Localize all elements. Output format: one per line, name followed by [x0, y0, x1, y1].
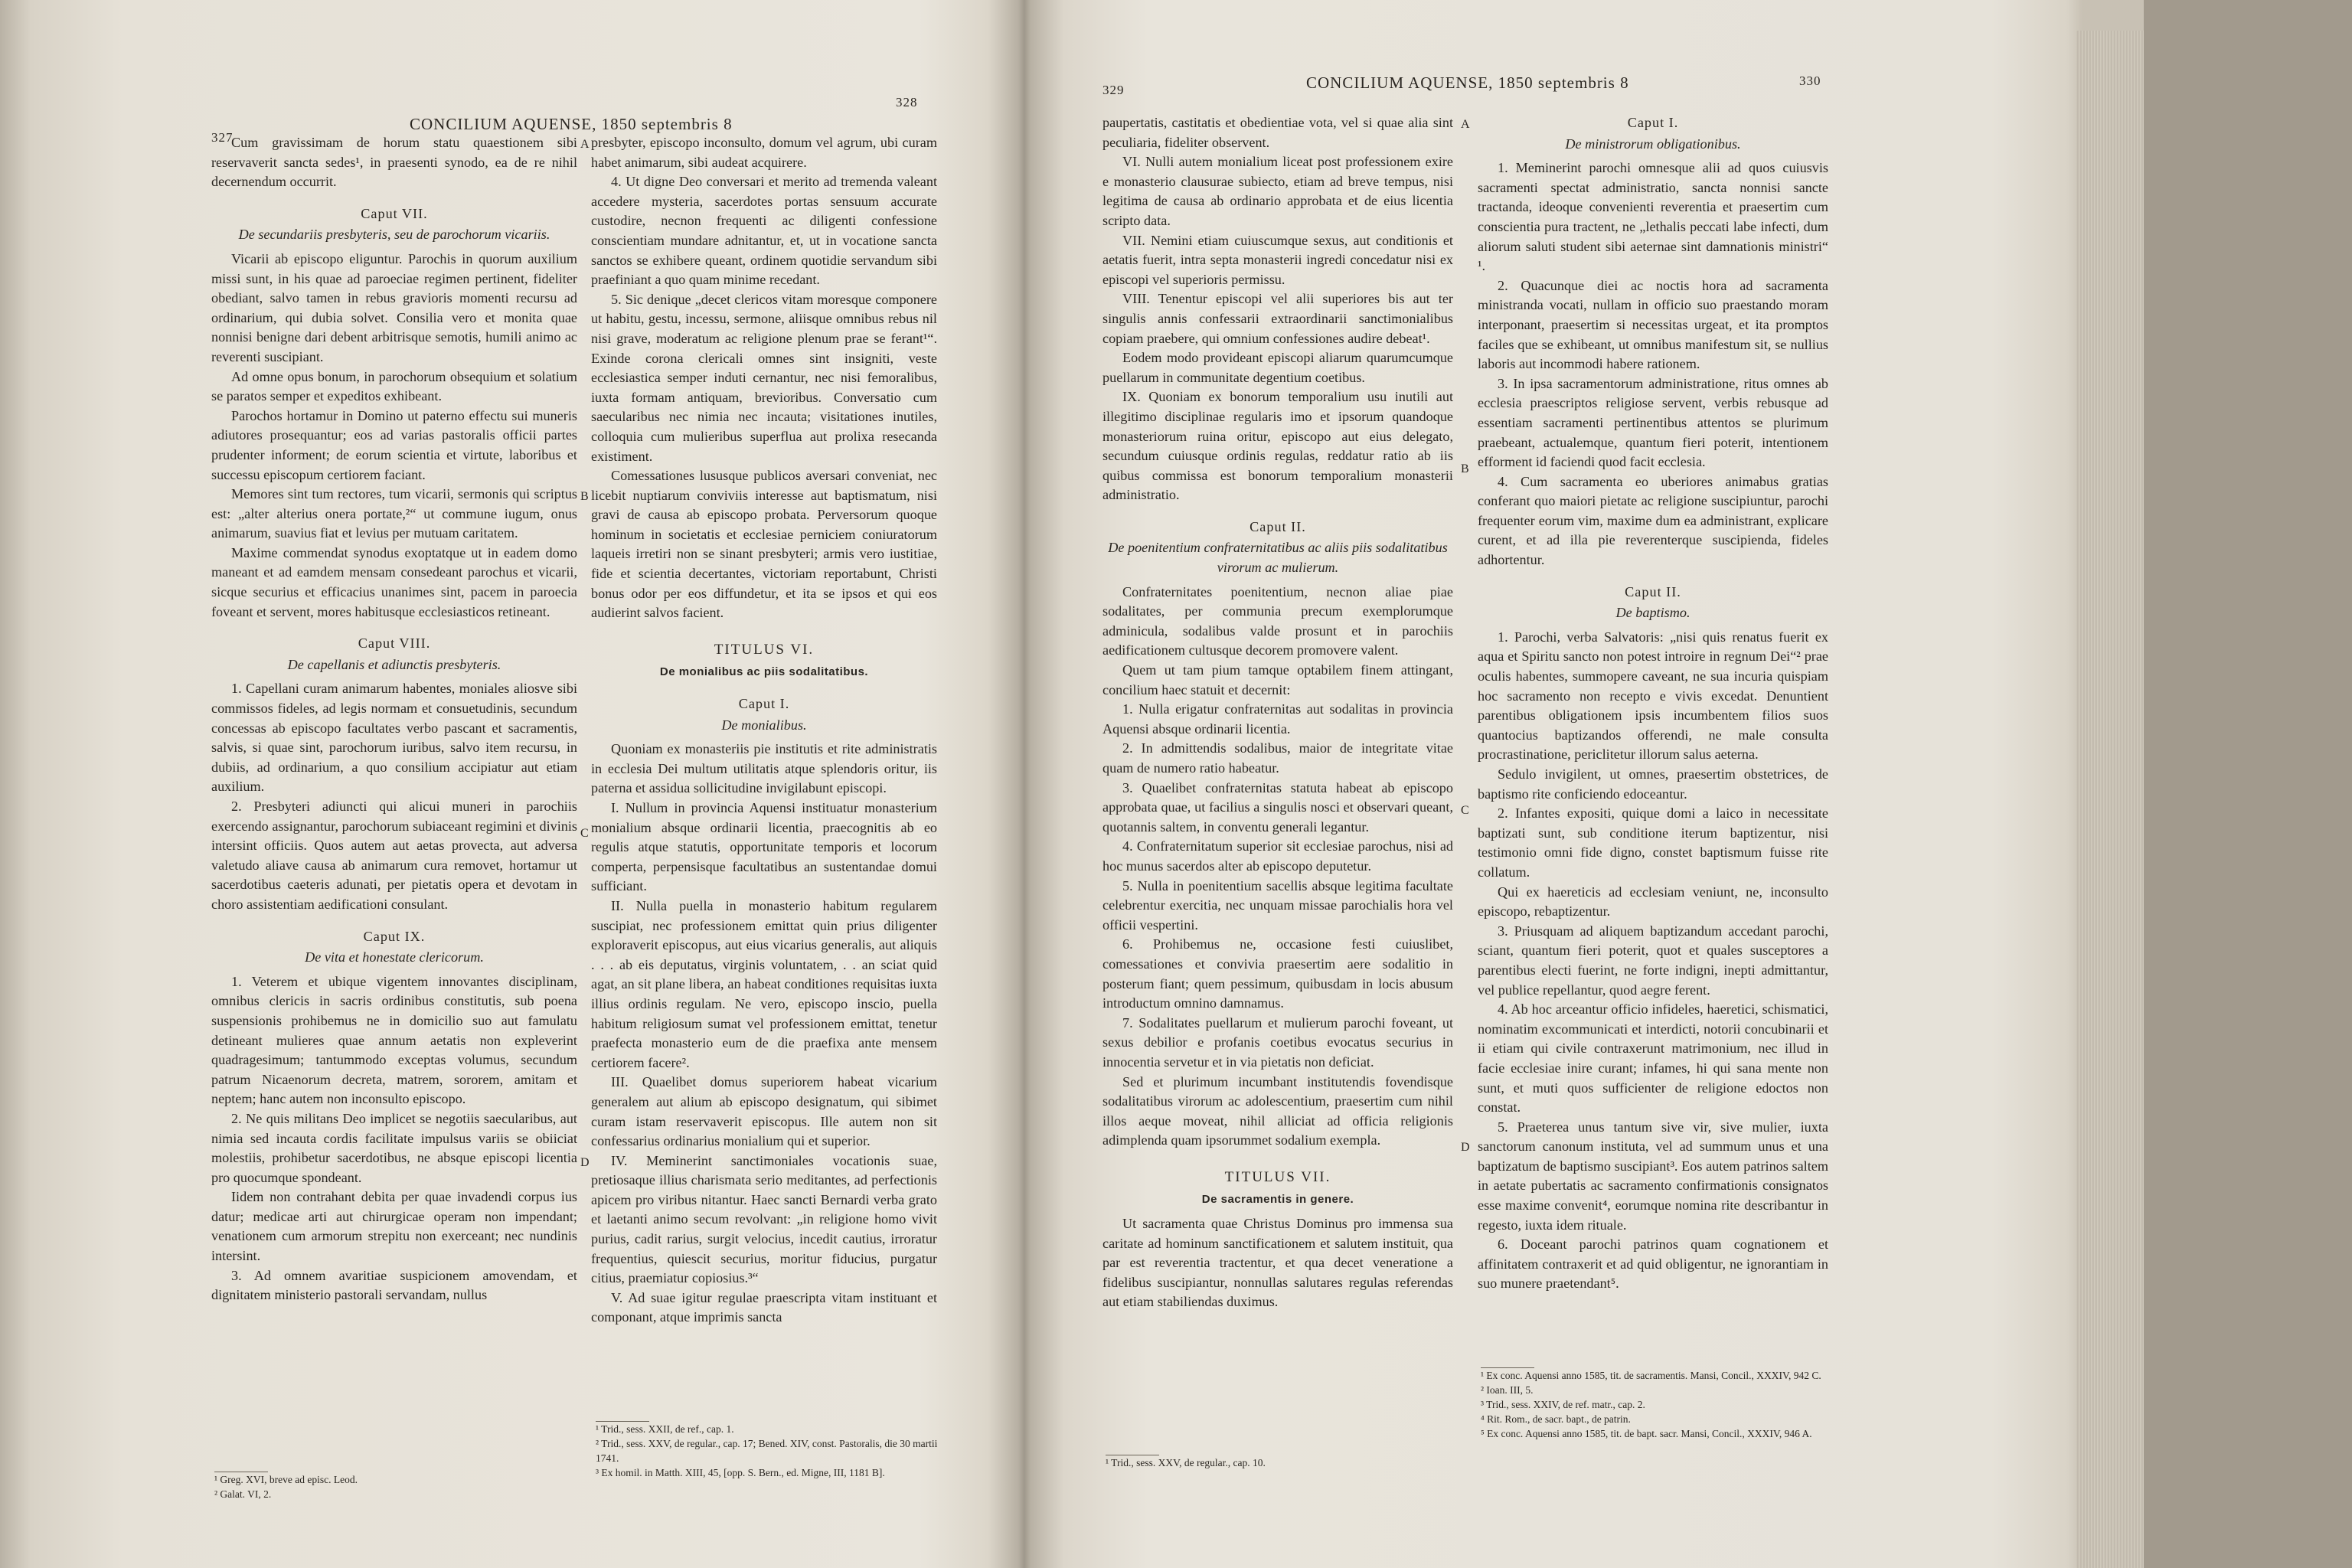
- paragraph: 4. Ab hoc arceantur officio infideles, haeretici, schismatici, nominatim excommunicati et interdicti, notorii concubinarii et ii etiam qui civile contraxerunt matrimonium, nec illud in facie ecclesiae inire curant; infames, hi qui sana mente non sunt, et muti quos sufficienter de religione edoctos non constat.: [1478, 1001, 1828, 1116]
- chapter-subtitle: De vita et honestate clericorum.: [305, 949, 484, 965]
- chapter-heading: Caput I.: [1627, 115, 1679, 130]
- paragraph: VIII. Tenentur episcopi vel alii superiores bis aut ter singulis annis confessarii extraordinarii sanctimonialibus copiam praebere, qui omnium confessiones audire debeat¹.: [1102, 291, 1453, 346]
- title-subheading: De monialibus ac piis sodalitatibus.: [659, 665, 869, 679]
- paragraph: Parochos hortamur in Domino ut paterno effectu sui muneris adiutores prosequantur; eos ad varias pastoralis officii partes prudenter informent; de eorum scientia et virtute, laboribus et successu episcopum certiorem faciant.: [211, 407, 577, 482]
- chapter-subtitle: De ministrorum obligationibus.: [1565, 136, 1741, 152]
- paragraph: Maxime commendat synodus exoptatque ut in eadem domo maneant et ad eamdem mensam consedeant parochus et vicarii, sicque securius et efficacius unanimes sint, pacem in paroecia foveant et servent, mores habitusque ecclesiasticos retineant.: [211, 544, 577, 619]
- title-heading: TITULUS VI.: [714, 641, 815, 658]
- chapter-subtitle: De monialibus.: [721, 717, 807, 733]
- paragraph: I. Nullum in provincia Aquensi instituatur monasterium monialium absque ordinarii licentia, praecognitis ab eo regulis atque statutis, opportunitate temporis et locorum comperta, perpensisque facultatibus an sustentandae domui sufficiant.: [591, 800, 937, 894]
- paragraph: 2. Infantes expositi, quique domi a laico in necessitate baptizati sunt, sub conditione iterum baptizentur, nisi testimonio omni fide digno, constet baptismum fuisse rite collatum.: [1478, 805, 1828, 880]
- footnote: ⁴ Rit. Rom., de sacr. bapt., de patrin.: [1481, 1413, 1631, 1425]
- paragraph: 2. Ne quis militans Deo implicet se negotiis saecularibus, aut nimia sed incauta cordis facilitate impulsus variis se obiiciat molestiis, prohibetur sacerdotibus, ne absque episcopi licentia pro quocumque spondeant.: [211, 1110, 577, 1185]
- column-3: [1102, 113, 1453, 1312]
- margin-mark: B: [1461, 462, 1469, 475]
- footnotes: [596, 1421, 940, 1480]
- paragraph: IV. Meminerint sanctimoniales vocationis suae, pretiosaque illius charismata serio meditantes, ad perfectionis apicem pro viribus nitantur. Haec sancti Bernardi verba grato et laetanti animo secum revolvant: „in religione homo vivit purius, cadit rarius, surgit velocius, incedit cautius, irroratur frequentius, quiescit securius, moritur fiducius, purgatur citius, praemiatur copiosius.³“: [591, 1152, 937, 1286]
- paragraph: 3. In ipsa sacramentorum administratione, ritus omnes ab ecclesia praescriptos religiose servent, verbis rebusque ad essentiam sacramenti pertinentibus attentos se plurimum praebeant, actualemque, quantum fieri poterit, intentionem efforment id faciendi quod facit ecclesia.: [1478, 375, 1828, 470]
- page-number: 328: [896, 95, 918, 109]
- paragraph: Ad omne opus bonum, in parochorum obsequium et solatium se paratos semper et expeditos exhibeant.: [211, 368, 577, 404]
- paragraph: V. Ad suae igitur regulae praescripta vitam instituant et componant, atque imprimis sancta: [591, 1289, 937, 1325]
- paragraph: 4. Cum sacramenta eo uberiores animabus gratias conferant quo maiori pietate ac religione suscipiuntur, parochi frequenter eorum vim, maxime dum ea administrant, explicare curent, et ad illa pie reverenterque suscipienda, fideles adhortentur.: [1478, 473, 1828, 568]
- paragraph: paupertatis, castitatis et obedientiae vota, vel si quae alia sint peculiaria, fideliter observent.: [1102, 115, 1453, 150]
- paragraph: Iidem non contrahant debita per quae invadendi corpus ius datur; medicae arti aut chirurgicae operam non impendant; venationem cum armorum strepitu non exerceant; nec nundinis intersint.: [211, 1189, 577, 1264]
- paragraph: Sed et plurimum incumbant institutendis fovendisque sodalitatibus virorum ac adolescentium, praesertim cum nihil illos aeque moveat, nihil alliciat ad officia religionis adimplenda quam ipsorummet sodalium exempla.: [1102, 1073, 1453, 1148]
- footnote: ³ Trid., sess. XXIV, de ref. matr., cap. 2.: [1481, 1399, 1645, 1410]
- paragraph: Vicarii ab episcopo eliguntur. Parochis in quorum auxilium missi sunt, in his quae ad paroeciae regimen pertinent, fideliter obediant, salvo tamen in rebus gravioris momenti recursu ad ordinarium, qui dubia solvet. Consilia vero et monita quae nonnisi benigne dari debent arbitrisque semotis, humili animo ac reverenti suscipiant.: [211, 250, 577, 364]
- footnote: ² Trid., sess. XXV, de regular., cap. 17; Bened. XIV, const. Pastoralis, die 30 martii 1741.: [596, 1438, 938, 1464]
- paragraph: 6. Doceant parochi patrinos quam cognationem et affinitatem contraxerit et ad quid obligentur, ne ignorantiam in suo munere praetendant⁵.: [1478, 1236, 1828, 1292]
- column-2: [591, 133, 937, 1328]
- chapter-heading: Caput II.: [1250, 518, 1306, 534]
- chapter-heading: Caput VII.: [361, 205, 428, 221]
- margin-mark: B: [580, 490, 589, 503]
- paragraph: 1. Capellani curam animarum habentes, moniales aliosve sibi commissos fideles, ad legis normam et consuetudinis, secundum concessas ab episcopo facultates verbo pascant et sacramentis, salvis, si quae sint, parochorum iuribus, salvo item recursu, in dubiis, ad ordinarium, a quo consilium accipiatur aut etiam auxilium.: [211, 681, 577, 795]
- footnotes: [1106, 1455, 1450, 1470]
- paragraph: VI. Nulli autem monialium liceat post professionem exire e monasterio clausurae subiecto, etiam ad breve tempus, nisi legitima de causa ab ordinario approbata et de eius licentia scripto data.: [1102, 154, 1453, 228]
- paragraph: Comessationes lususque publicos aversari conveniat, nec licebit nuptiarum conviviis interesse aut baptismatum, nisi gravi de causa ab episcopo probata. Perversorum quoque hominum in societatis et ecclesiae perniciem coniuratorum laqueis irretiri non se sinant presbyteri; armis vero iustitiae, fide et scientia decertantes, victoriam reportabunt, Christi bonus odor per eos diffundetur, et ita se ipsos et qui eos audierint salvos facient.: [591, 468, 937, 621]
- chapter-subtitle: De baptismo.: [1615, 605, 1690, 621]
- paragraph: 2. In admittendis sodalibus, maior de integritate vitae quam de numero ratio habeatur.: [1102, 740, 1453, 776]
- footnote: ² Ioan. III, 5.: [1481, 1384, 1534, 1396]
- margin-mark: C: [1461, 804, 1469, 817]
- paragraph: 2. Quacunque diei ac noctis hora ad sacramenta ministranda vocati, nullam in officio suo praestando moram interponant, praesertim si necessitas urgeat, et ita promptos faciles que se exhibeant, ut omnibus manifestum sit, se nullius laboris aut incommodi habere rationem.: [1478, 277, 1828, 372]
- title-heading: TITULUS VII.: [1224, 1168, 1331, 1185]
- paragraph: 5. Praeterea unus tantum sive vir, sive mulier, iuxta sanctorum canonum instituta, vel ad summum unus et una baptizatum de baptismo suscipiant³. Eos autem patrinos saltem in aetate pubertatis ac sacramento confirmationis consignatos esse maxime convenit⁴, eorumque nomina rite describantur in regesto, iuxta idem rituale.: [1478, 1119, 1828, 1233]
- footnote: ⁵ Ex conc. Aquensi anno 1585, tit. de bapt. sacr. Mansi, Concil., XXXIV, 946 A.: [1481, 1428, 1812, 1439]
- paragraph: VII. Nemini etiam cuiuscumque sexus, aut conditionis et aetatis fuerit, intra septa monasterii ingredi concedatur nisi ex episcopi vel superioris permissu.: [1102, 232, 1453, 287]
- paragraph: 5. Nulla in poenitentium sacellis absque legitima facultate celebrentur exercitia, nec unquam missae parochialis hora vel officii vespertini.: [1102, 877, 1453, 933]
- page-number: 330: [1799, 74, 1821, 88]
- title-subheading: De sacramentis in genere.: [1201, 1193, 1354, 1207]
- margin-mark: D: [1461, 1141, 1470, 1154]
- paragraph: 6. Prohibemus ne, occasione festi cuiuslibet, comessationes et convivia praesertim aere sodalitio in posterum fiant; quem pessimum, quibusdam in locis abusum introductum omnino damnamus.: [1102, 936, 1453, 1011]
- paragraph: 3. Priusquam ad aliquem baptizandum accedant parochi, sciant, quantum fieri poterit, quot et quales susceptores a parentibus electi fuerint, ne forte indigni, inepti admittantur, vel publice repellantur, quod aegre ferent.: [1478, 923, 1828, 998]
- paragraph: 3. Ad omnem avaritiae suspicionem amovendam, et dignitatem ministerio pastorali servandam, nullus: [211, 1267, 577, 1303]
- paragraph: Confraternitates poenitentium, necnon aliae piae sodalitates, per communia precum exemplorumque adminicula, sodalibus valde prosunt et in parochiis aedificationem cultusque decorem promovere valent.: [1102, 583, 1453, 658]
- paragraph: Quoniam ex monasteriis pie institutis et rite administratis in ecclesia Dei multum utilitatis atque splendoris oritur, iis paterna et assidua sollicitudine invigilabunt episcopi.: [591, 741, 937, 796]
- footnote: ¹ Ex conc. Aquensi anno 1585, tit. de sacramentis. Mansi, Concil., XXXIV, 942 C.: [1481, 1370, 1821, 1381]
- margin-mark: A: [1461, 118, 1470, 131]
- chapter-subtitle: De secundariis presbyteris, seu de parochorum vicariis.: [238, 227, 550, 243]
- chapter-subtitle: De poenitentium confraternitatibus ac aliis piis sodalitatibus virorum ac mulierum.: [1108, 540, 1448, 576]
- paragraph: II. Nulla puella in monasterio habitum regularem suscipiat, nec professionem emittat quin prius diligenter exploraverit episcopus, aut eius vicarius generalis, aut aliquis . . . ab eis deputatus, virginis voluntatem, . . an sciat quid agat, an sit plane libera, an habeat conditiones requisitas iuxta illius ordinis regulam. Ne vero, episcopo inscio, puella habitum religiosum sumat vel professionem emittat, tenetur praefecta monasterio eum de die praefixa ante mensem certiorem facere².: [591, 897, 937, 1070]
- footnote: ³ Ex homil. in Matth. XIII, 45, [opp. S. Bern., ed. Migne, III, 1181 B].: [596, 1467, 885, 1478]
- column-4: [1478, 113, 1828, 1294]
- paragraph: presbyter, episcopo inconsulto, domum vel agrum, ubi curam habet animarum, sibi audeat acquirere.: [591, 135, 937, 170]
- chapter-heading: Caput IX.: [363, 928, 426, 944]
- paragraph: Ut sacramenta quae Christus Dominus pro immensa sua caritate ad hominum sanctificationem et salutem instituit, qua par est reverentia tractentur, et qua decet veneratione a fidelibus suscipiantur, nonnullas salutares regulas referendas aut etiam stabiliendas duximus.: [1102, 1216, 1453, 1310]
- margin-mark: D: [580, 1156, 590, 1169]
- chapter-heading: Caput II.: [1625, 583, 1681, 599]
- footnote: ¹ Trid., sess. XXII, de ref., cap. 1.: [596, 1423, 734, 1435]
- paragraph: III. Quaelibet domus superiorem habeat vicarium generalem aut alium ab episcopo designatum, qui sibimet curam istam reservaverit episcopus. Ille autem non sit confessarius ordinarius monialium qui et superior.: [591, 1074, 937, 1149]
- paragraph: 7. Sodalitates puellarum et mulierum parochi foveant, ut sexus debilior e profanis coetibus evocatus securius in innocentia servetur et in via pietatis non deficiat.: [1102, 1014, 1453, 1070]
- running-title: CONCILIUM AQUENSE, 1850 septembris 8: [1306, 74, 1629, 92]
- paragraph: 5. Sic denique „decet clericos vitam moresque componere ut habitu, gestu, incessu, sermone, aliisque omnibus rebus nil nisi grave, moderatum ac religione plenum prae se ferant¹“. Exinde corona clericali omnes sint insigniti, veste ecclesiastica semper induti cernantur, nec nisi femoralibus, iuxta formam antiquam, brevioribus. Conversatio cum saecularibus nec nimia nec incauta; visitationes inutiles, colloquia cum mulieribus superflua aut prolixa resecanda existiment.: [591, 291, 937, 464]
- footnote: ¹ Trid., sess. XXV, de regular., cap. 10.: [1106, 1457, 1266, 1468]
- footnote: ² Galat. VI, 2.: [214, 1488, 272, 1500]
- paragraph: 1. Meminerint parochi omnesque alii ad quos cuiusvis sacramenti spectat administratio, sancta nonnisi sancte tractanda, ideoque convenienti reverentia et praesertim cum conscientia pura tractent, ne „lethalis peccati labe infecti, dum aliorum saluti student sibi aeternae sint damnationis ministri“ ¹.: [1478, 160, 1828, 274]
- paragraph: Cum gravissimam de horum statu quaestionem sibi reservaverit sancta sedes¹, in praesenti synodo, ea de re nihil decernendum occurrit.: [211, 135, 577, 190]
- paragraph: Memores sint tum rectores, tum vicarii, sermonis qui scriptus est: „alter alterius onera portate,²“ ut commune iugum, onus animarum, suavius fiat et levius per mutuam caritatem.: [211, 486, 577, 541]
- running-title: CONCILIUM AQUENSE, 1850 septembris 8: [410, 115, 733, 133]
- paragraph: 1. Nulla erigatur confraternitas aut sodalitas in provincia Aquensi absque ordinarii licentia.: [1102, 701, 1453, 737]
- left-page: [0, 0, 1026, 1568]
- page-number: 327: [211, 130, 234, 145]
- footnotes: [1481, 1367, 1828, 1441]
- paragraph: Sedulo invigilent, ut omnes, praesertim obstetrices, de baptismo rite conficiendo edoceantur.: [1478, 766, 1828, 802]
- footnotes: [214, 1472, 574, 1501]
- paragraph: 1. Veterem et ubique vigentem innovantes disciplinam, omnibus clericis in sacris ordinibus constitutis, sub poena suspensionis prohibemus ne in domicilio suo aut famulatu detineant mulieres quae annum aetatis non expleverint quadragesimum; tantummodo exceptas volumus, secundum patrum Nicaenorum decreta, matrem, sororem, amitam et neptem; hanc autem non inconsulto episcopo.: [211, 973, 577, 1107]
- column-1: [211, 133, 577, 1305]
- paragraph: 3. Quaelibet confraternitas statuta habeat ab episcopo approbata quae, ut facilius a singulis nosci et observari queant, quotannis saltem, in conventu generali legantur.: [1102, 779, 1453, 835]
- right-page: [1026, 0, 2082, 1568]
- footnote: ¹ Greg. XVI, breve ad episc. Leod.: [214, 1474, 358, 1485]
- paragraph: 1. Parochi, verba Salvatoris: „nisi quis renatus fuerit ex aqua et Spiritu sancto non potest introire in regnum Dei“² prae oculis habentes, summopere caveant, ne sua incuria quispiam hoc sacramento non recepto e vivis excedat. Denuntient parentibus obligationem ipsis incumbentem filios suos quantocius baptizandos offerendi, ne male consulta procrastinatione, periclitetur illorum salus aeterna.: [1478, 629, 1828, 763]
- margin-mark: A: [580, 138, 590, 151]
- paragraph: Quem ut tam pium tamque optabilem finem attingant, concilium haec statuit et decernit:: [1102, 662, 1453, 697]
- paragraph: 4. Ut digne Deo conversari et merito ad tremenda valeant accedere mysteria, sacerdotes portas sensuum accurate custodire, necnon frequenti ac diligenti confessione conscientiam mundare adnitantur, et, ut in vocatione sancta sanctos se exhibere queant, ordinem quotidie servandum sibi praefiniant a quo quam minime recedant.: [591, 174, 937, 288]
- paragraph: Eodem modo provideant episcopi aliarum quarumcumque puellarum in communitate degentium coetibus.: [1102, 350, 1453, 385]
- margin-mark: C: [580, 827, 589, 840]
- chapter-heading: Caput VIII.: [358, 635, 431, 652]
- page-number: 329: [1102, 83, 1125, 97]
- paragraph: Qui ex haereticis ad ecclesiam veniunt, ne, inconsulto episcopo, rebaptizentur.: [1478, 884, 1828, 920]
- chapter-subtitle: De capellanis et adiunctis presbyteris.: [287, 656, 501, 672]
- paragraph: 2. Presbyteri adiuncti qui alicui muneri in parochiis exercendo assignantur, parochorum subiaceant regimini et divinis intersint officiis. Quos autem aut aetas provecta, aut adversa valetudo aliave causa ab animarum cura removet, hortamur ut sacerdotibus caeteris adunati, per pietatis opera et devotam in choro assistentiam aedificationi consulant.: [211, 799, 577, 912]
- paragraph: 4. Confraternitatum superior sit ecclesiae parochus, nisi ad hoc munus sacerdos alter ab episcopo deputetur.: [1102, 838, 1453, 874]
- paragraph: IX. Quoniam ex bonorum temporalium usu inutili aut illegitimo disciplinae regularis imo et ipsorum quandoque monasteriorum ruina oritur, episcopo aut eius delegato, secundum cuiusque ordinis regulas, reddatur ratio ab iis quibus commissa est bonorum temporalium monasterii administratio.: [1102, 389, 1453, 503]
- chapter-heading: Caput I.: [738, 696, 790, 712]
- background-surface: [2144, 0, 2352, 1568]
